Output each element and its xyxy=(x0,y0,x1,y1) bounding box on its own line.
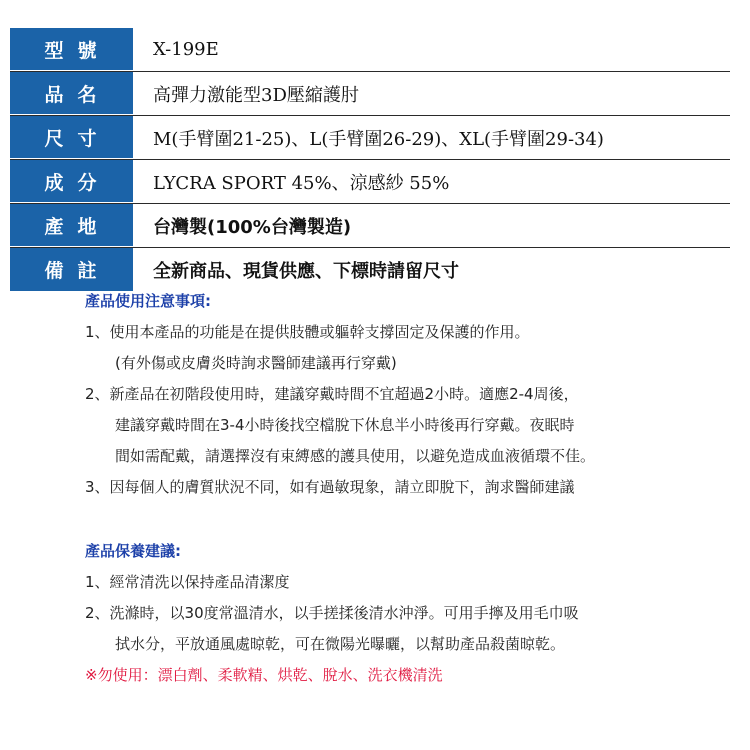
spec-row-model xyxy=(10,28,730,72)
usage-section xyxy=(85,290,685,503)
usage-title: 產品使用注意事項: xyxy=(85,292,211,310)
spec-label: 型號 xyxy=(10,28,133,71)
usage-line: 間如需配戴，請選擇沒有束縛感的護具使用，以避免造成血液循環不佳。 xyxy=(115,447,596,465)
spec-row-name xyxy=(10,72,730,116)
spec-row-size xyxy=(10,116,730,160)
spec-label: 品名 xyxy=(10,72,133,115)
care-title: 產品保養建議: xyxy=(85,542,181,560)
care-section xyxy=(85,540,685,691)
spec-label: 產地 xyxy=(10,204,133,247)
usage-line: (有外傷或皮膚炎時詢求醫師建議再行穿戴) xyxy=(115,354,397,372)
care-line: 拭水分，平放通風處晾乾，可在微陽光曝曬，以幫助產品殺菌晾乾。 xyxy=(115,635,566,653)
spec-row-material xyxy=(10,160,730,204)
spec-label: 尺寸 xyxy=(10,116,133,159)
spec-row-notes xyxy=(10,248,730,291)
spec-value: 高彈力激能型3D壓縮護肘 xyxy=(153,84,359,106)
spec-value: LYCRA SPORT 45%、涼感紗 55% xyxy=(153,172,450,194)
spec-value: 台灣製(100%台灣製造) xyxy=(153,216,352,238)
care-line: 1、經常清洗以保持產品清潔度 xyxy=(85,573,290,591)
care-warning: ※勿使用：漂白劑、柔軟精、烘乾、脫水、洗衣機清洗 xyxy=(85,666,443,684)
spec-label: 備註 xyxy=(10,248,133,291)
spec-value: X-199E xyxy=(153,39,219,60)
care-line: 2、洗滌時，以30度常溫清水，以手搓揉後清水沖淨。可用手擰及用毛巾吸 xyxy=(85,604,579,622)
spec-row-origin xyxy=(10,204,730,248)
usage-line: 1、使用本產品的功能是在提供肢體或軀幹支撐固定及保護的作用。 xyxy=(85,323,530,341)
spec-table xyxy=(10,28,730,291)
spec-value: 全新商品、現貨供應、下標時請留尺寸 xyxy=(153,260,459,282)
usage-line: 2、新產品在初階段使用時，建議穿戴時間不宜超過2小時。適應2-4周後， xyxy=(85,385,579,403)
spec-label: 成分 xyxy=(10,160,133,203)
spec-value: M(手臂圍21-25)、L(手臂圍26-29)、XL(手臂圍29-34) xyxy=(153,128,604,150)
usage-line: 3、因每個人的膚質狀況不同，如有過敏現象，請立即脫下，詢求醫師建議 xyxy=(85,478,575,496)
usage-line: 建議穿戴時間在3-4小時後找空檔脫下休息半小時後再行穿戴。夜眠時 xyxy=(115,416,575,434)
